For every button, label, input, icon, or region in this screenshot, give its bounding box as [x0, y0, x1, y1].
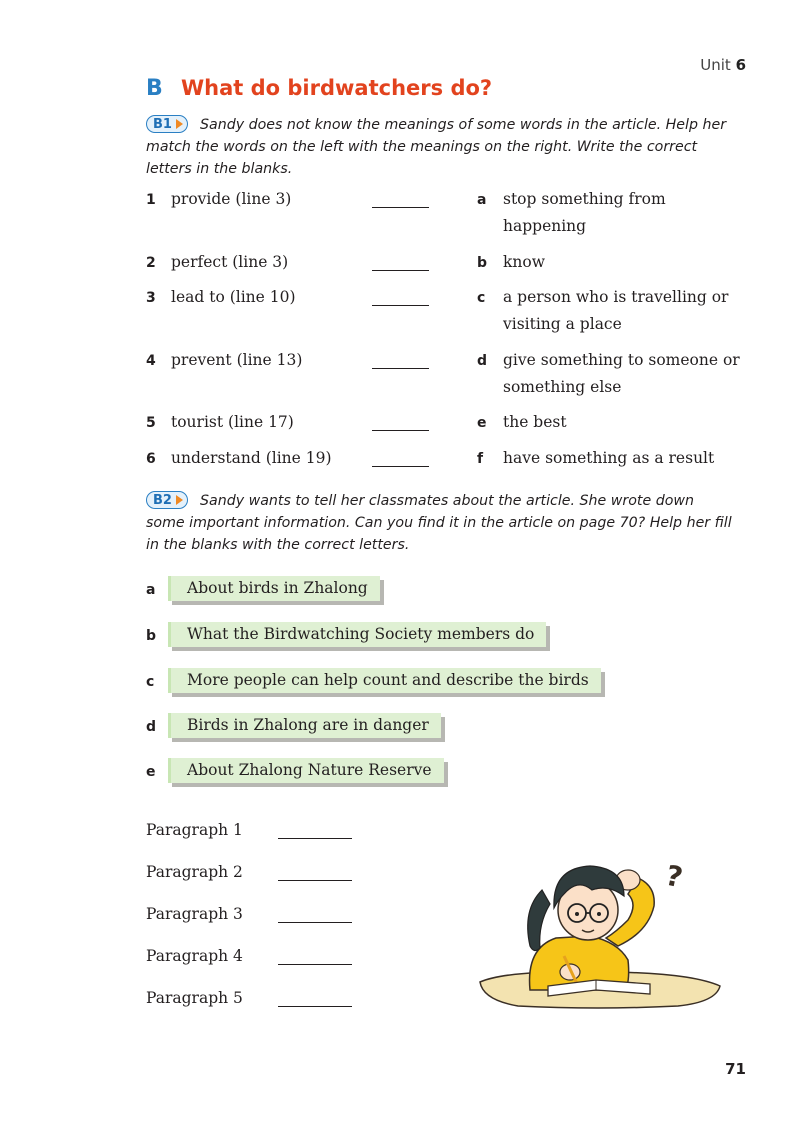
word-item: tourist (line 17): [171, 413, 294, 431]
word-number: 1: [146, 192, 156, 208]
option-letter: b: [146, 628, 157, 644]
meaning-letter: b: [477, 255, 488, 271]
option-strip: [168, 576, 380, 601]
paragraph-label: Paragraph 4: [146, 947, 243, 965]
word-number: 4: [146, 353, 156, 369]
word-item: prevent (line 13): [171, 351, 303, 369]
unit-number: 6: [735, 56, 746, 74]
word-number: 5: [146, 415, 156, 431]
option-text: About Zhalong Nature Reserve: [168, 758, 444, 783]
answer-blank[interactable]: [372, 430, 429, 431]
unit-label: Unit 6: [700, 56, 746, 74]
word-item: perfect (line 3): [171, 253, 289, 271]
page-number: 71: [725, 1060, 746, 1078]
answer-blank[interactable]: [372, 305, 429, 306]
meaning-letter: f: [477, 451, 484, 467]
option-text: What the Birdwatching Society members do: [168, 622, 546, 647]
option-letter: d: [146, 719, 157, 735]
paragraph-blank[interactable]: [278, 1006, 352, 1007]
word-item: provide (line 3): [171, 190, 292, 208]
meaning-item: the best: [503, 413, 567, 431]
paragraph-label: Paragraph 2: [146, 863, 243, 881]
word-item: lead to (line 10): [171, 288, 296, 306]
paragraph-blank[interactable]: [278, 838, 352, 839]
meaning-letter: a: [477, 192, 487, 208]
b2-badge-label: B2: [153, 492, 172, 508]
question-mark-icon: ?: [662, 858, 686, 895]
meaning-item: know: [503, 253, 545, 271]
word-number: 6: [146, 451, 156, 467]
paragraph-blank[interactable]: [278, 880, 352, 881]
b2-instructions: Sandy wants to tell her classmates about the article. She wrote down some important information. Can you find it in the article on page 70? Help her fill in the blanks with the correct letters.: [146, 493, 732, 553]
answer-blank[interactable]: [372, 270, 429, 271]
option-strip: [168, 668, 601, 693]
thinking-girl-illustration: [478, 850, 728, 1015]
option-letter: a: [146, 582, 156, 598]
option-strip: [168, 622, 546, 647]
section-letter: B: [146, 76, 163, 101]
meaning-item: a person who is travelling or visiting a place: [503, 288, 729, 333]
option-text: Birds in Zhalong are in danger: [168, 713, 441, 738]
option-strip: [168, 758, 444, 783]
option-text: About birds in Zhalong: [168, 576, 380, 601]
word-number: 2: [146, 255, 156, 271]
answer-blank[interactable]: [372, 466, 429, 467]
paragraph-label: Paragraph 1: [146, 821, 243, 839]
paragraph-blank[interactable]: [278, 922, 352, 923]
meaning-item: give something to someone or something else: [503, 351, 740, 396]
word-item: understand (line 19): [171, 449, 332, 467]
option-strip: [168, 713, 441, 738]
option-text: More people can help count and describe the birds: [168, 668, 601, 693]
b1-instructions: Sandy does not know the meanings of some words in the article. Help her match the words on the left with the meanings on the right. Write the correct letters in the blanks.: [146, 117, 727, 177]
meaning-item: have something as a result: [503, 449, 715, 467]
meaning-item: stop something from happening: [503, 190, 666, 235]
answer-blank[interactable]: [372, 368, 429, 369]
answer-blank[interactable]: [372, 207, 429, 208]
paragraph-label: Paragraph 5: [146, 989, 243, 1007]
meaning-letter: e: [477, 415, 487, 431]
paragraph-label: Paragraph 3: [146, 905, 243, 923]
b1-badge-label: B1: [153, 116, 172, 132]
paragraph-blank[interactable]: [278, 964, 352, 965]
option-letter: e: [146, 764, 156, 780]
option-letter: c: [146, 674, 155, 690]
meaning-letter: d: [477, 353, 488, 369]
meaning-letter: c: [477, 290, 486, 306]
word-number: 3: [146, 290, 156, 306]
section-title: What do birdwatchers do?: [181, 76, 493, 100]
